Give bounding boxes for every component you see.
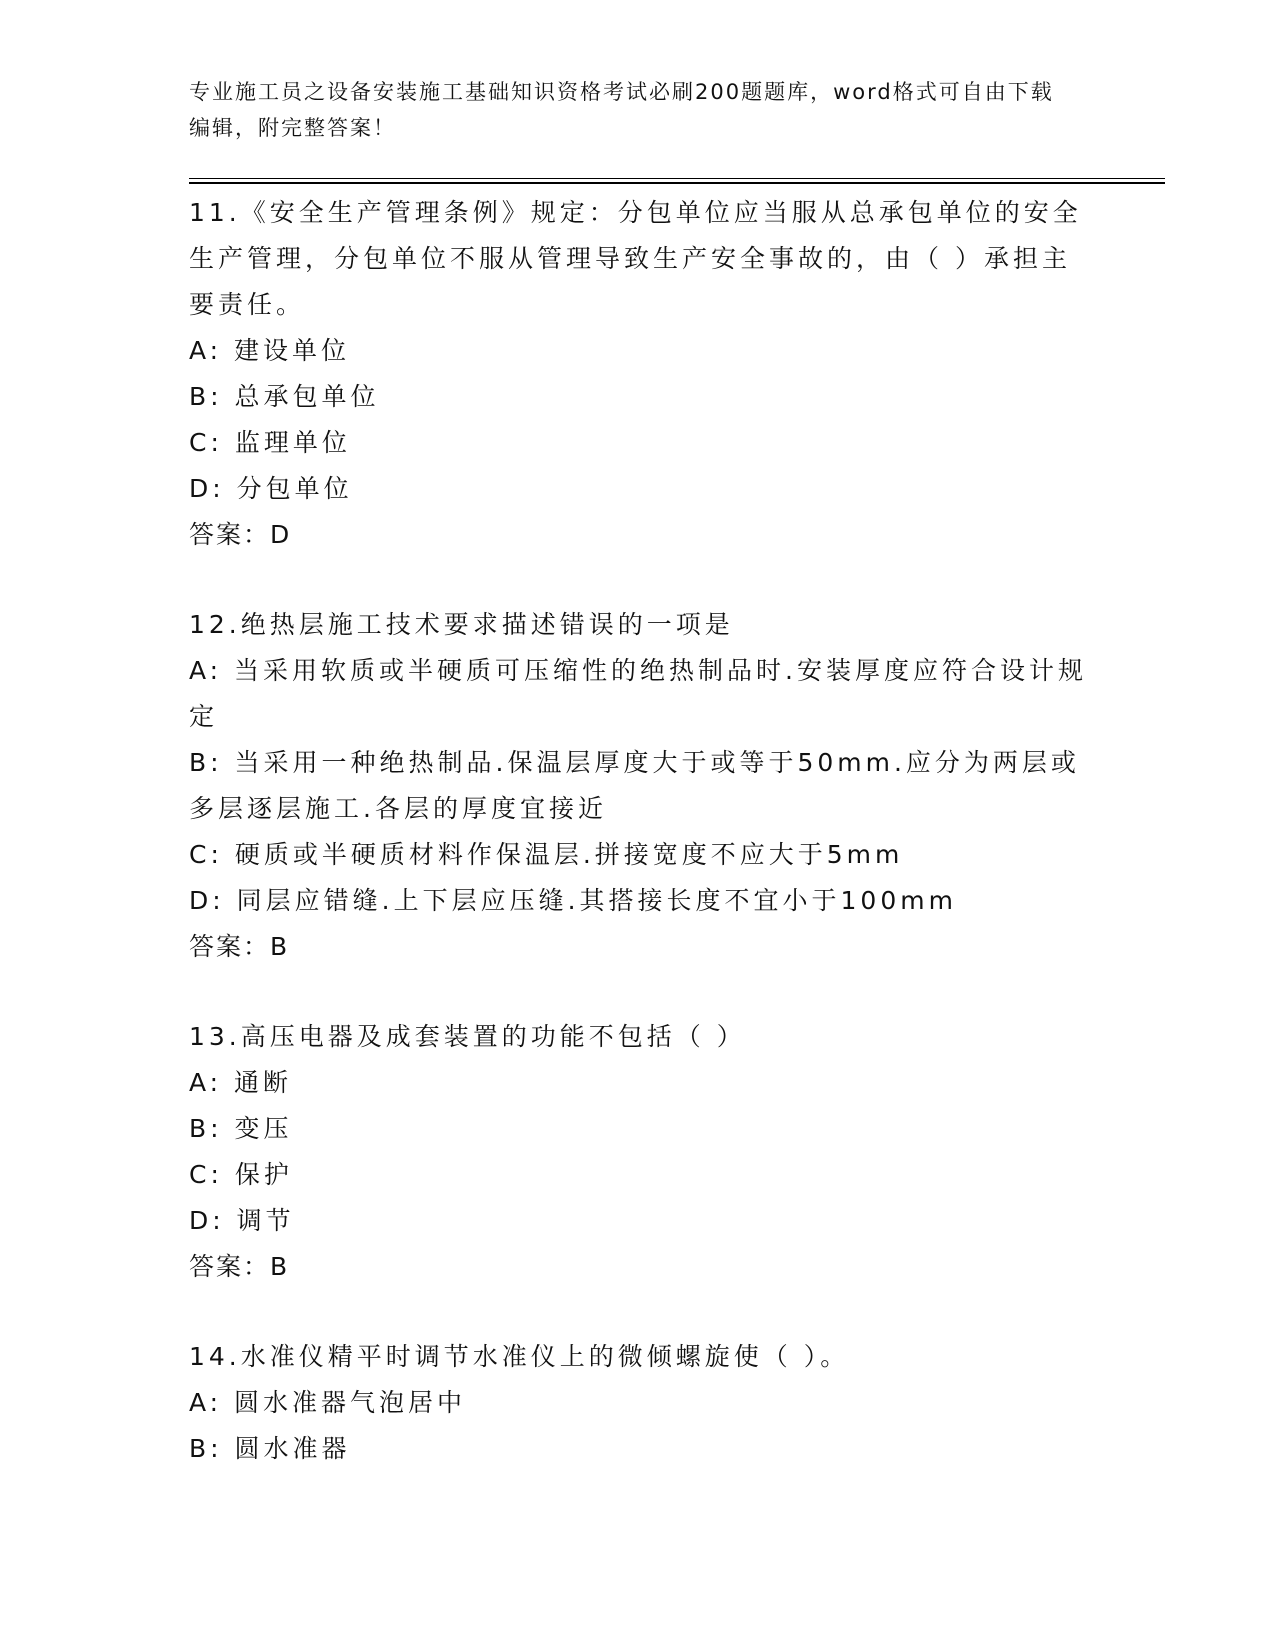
option-d: D: 调节 xyxy=(189,1206,295,1235)
option-b: B: 变压 xyxy=(189,1114,293,1143)
question-stem: 14.水准仪精平时调节水准仪上的微倾螺旋使（ ）。 xyxy=(189,1342,850,1371)
option-a: A: 通断 xyxy=(189,1068,293,1097)
question-list xyxy=(189,190,1089,1472)
option-b: B: 总承包单位 xyxy=(189,382,380,411)
answer: 答案：D xyxy=(189,520,292,549)
option-c: C: 保护 xyxy=(189,1160,293,1189)
question-stem: 12.绝热层施工技术要求描述错误的一项是 xyxy=(189,610,734,639)
option-d: D: 分包单位 xyxy=(189,474,353,503)
option-b: B: 当采用一种绝热制品.保温层厚度大于或等于50mm.应分为两层或多层逐层施工.各层的厚度宜接近 xyxy=(189,748,1080,823)
option-c: C: 监理单位 xyxy=(189,428,351,457)
answer: 答案：B xyxy=(189,932,290,961)
option-a: A: 建设单位 xyxy=(189,336,351,365)
answer: 答案：B xyxy=(189,1252,290,1281)
option-c: C: 硬质或半硬质材料作保温层.拼接宽度不应大于5mm xyxy=(189,840,904,869)
question-12 xyxy=(189,602,1089,970)
question-13 xyxy=(189,1014,1089,1290)
option-a: A: 当采用软质或半硬质可压缩性的绝热制品时.安装厚度应符合设计规定 xyxy=(189,656,1087,731)
option-b: B: 圆水准器 xyxy=(189,1434,351,1463)
question-14 xyxy=(189,1334,1089,1472)
question-stem: 11.《安全生产管理条例》规定：分包单位应当服从总承包单位的安全生产管理，分包单位不服从管理导致生产安全事故的，由（ ）承担主要责任。 xyxy=(189,198,1082,319)
question-stem: 13.高压电器及成套装置的功能不包括（ ） xyxy=(189,1022,746,1051)
option-a: A: 圆水准器气泡居中 xyxy=(189,1388,467,1417)
question-11 xyxy=(189,190,1089,558)
header-divider-thin xyxy=(189,178,1165,179)
option-d: D: 同层应错缝.上下层应压缝.其搭接长度不宜小于100mm xyxy=(189,886,957,915)
header-divider-thick xyxy=(189,182,1165,184)
document-header: 专业施工员之设备安装施工基础知识资格考试必刷200题题库，word格式可自由下载编辑，附完整答案！ xyxy=(189,80,1054,140)
